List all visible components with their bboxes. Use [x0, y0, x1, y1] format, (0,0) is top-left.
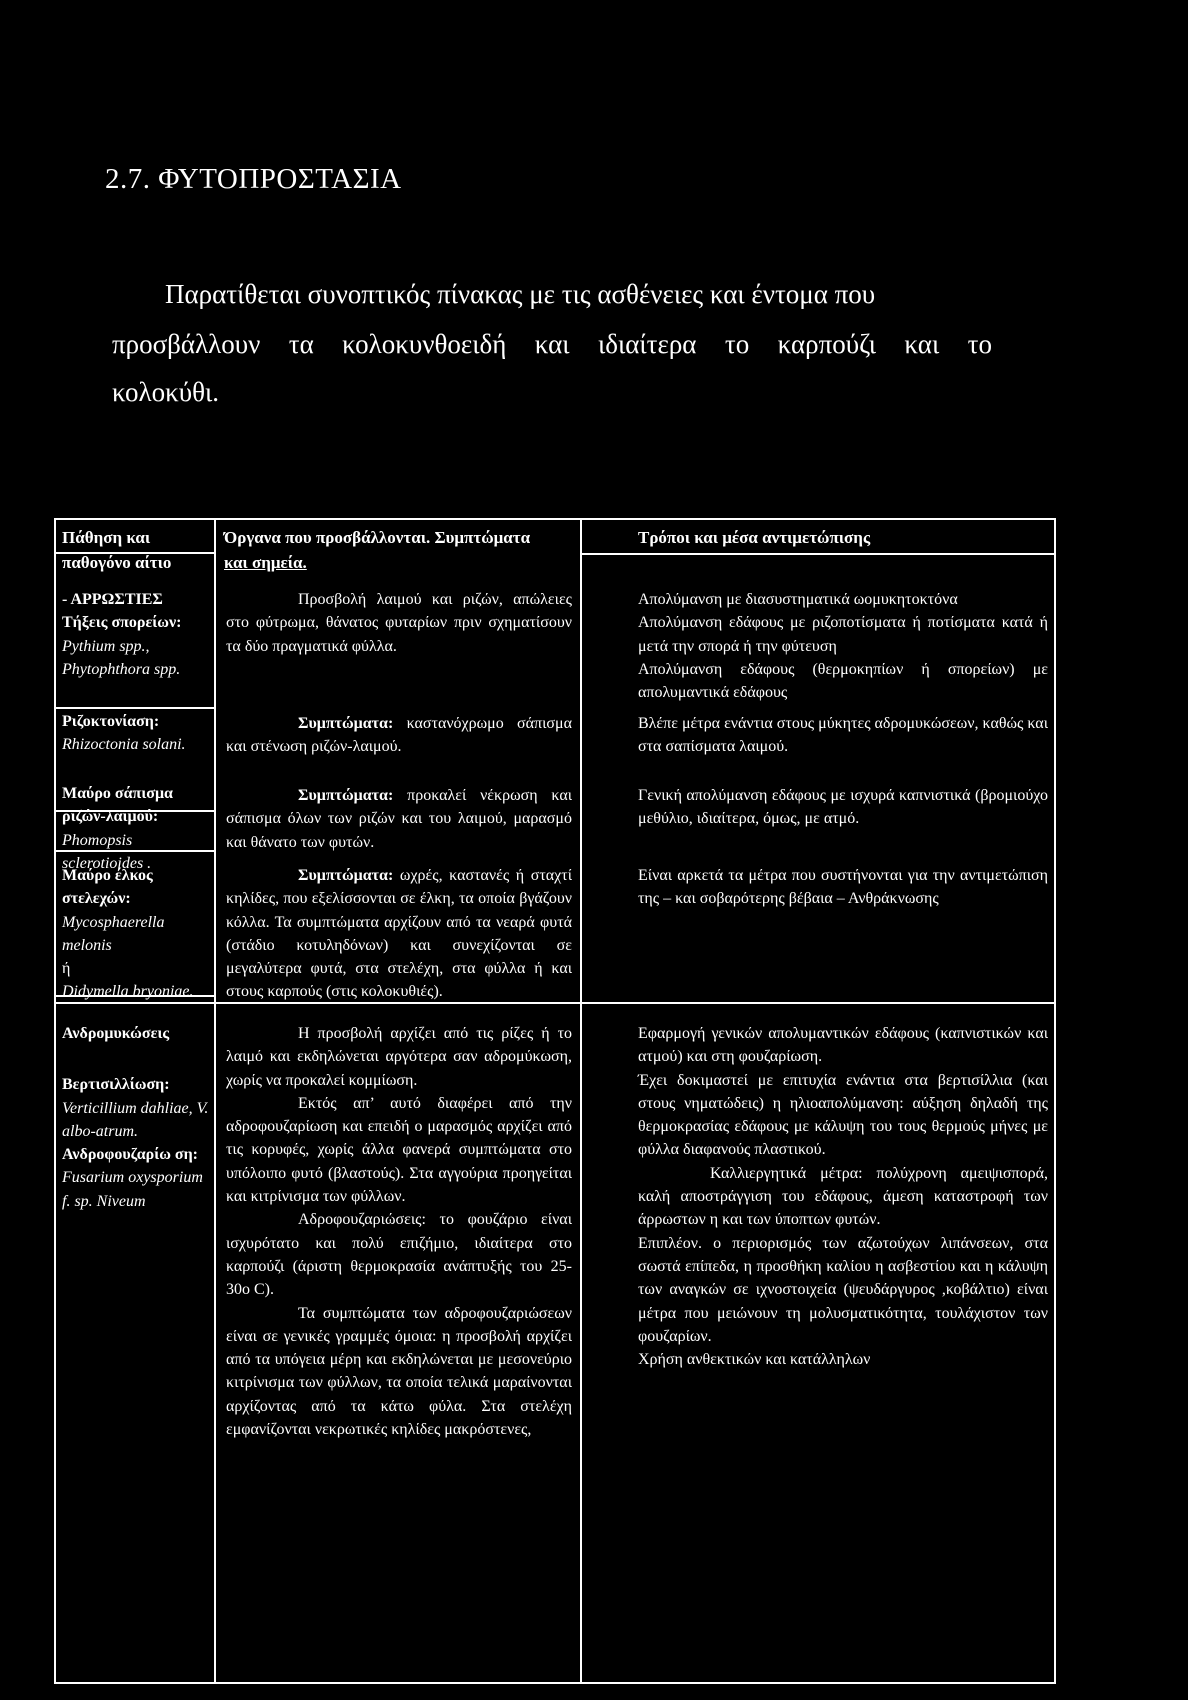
row-divider-1 [56, 707, 214, 709]
intro-line-3: κολοκύθι. [112, 377, 220, 407]
column-divider-1 [214, 520, 216, 1682]
column-divider-2 [580, 520, 582, 1682]
row5-control: Εφαρμογή γενικών απολυμαντικών εδάφους (καπνιστικών και ατμού) και στη φουζαρίωση. Έχει δοκιμαστεί με επιτυχία ενάντια στα βερτισίλλια (και στους νηματώδεις) η ηλιοαπολύμανση: αύξηση δηλαδή της θερμοκρασίας εδάφους με κάλυψη του τους θερμούς μήνες με φύλλα διαφανούς πλαστικού. Καλλιεργητικά μέτρα: πολύχρονη αμειψισπορά, καλή αποστράγγιση του εδάφους, άμεση καταστροφή των άρρωστων η και των ύποπτων φυτών. Επιπλέον. ο περιορισμός των αζωτούχων λιπάνσεων, στα σωστά επίπεδα, η προσθήκη καλίου η ασβεστίου και η κάλυψη των αναγκών σε ιχνοστοιχεία (ψευδάργυρος ,κοβάλτιο) είναι μέτρα που μειώνουν τη μολυσματικότητα, τουλάχιστον των φουζαρίων. Χρήση ανθεκτικών και κατάλληλων [638, 1025, 1048, 1369]
row5-symptoms: Η προσβολή αρχίζει από τις ρίζες ή το λαιμό και εκδηλώνεται αργότερα σαν αδρομύκωση, χωρίς να προκαλεί κομμίωση. Εκτός απ’ αυτό διαφέρει από την αδροφουζαρίωση και επειδή ο μαρασμός αρχίζει από τις κορυφές, χωρίς άλλα φανερά συμπτώματα στο υπόλοιπο φυτό (βλαστούς). Στα αγγούρια προηγείται και κιτρίνισμα των φύλλων. Αδροφουζαριώσεις: το φουζάριο είναι ισχυρότατο και πολύ επιζήμιο, ιδιαίτερα στο καρπούζι (άριστη θερμοκρασία ανάπτυξής του 25-30ο C). Τα συμπτώματα των αδροφουζαριώσεων είναι σε γενικές γραμμές όμοια: η προσβολή αρχίζει από τα υπόγεια μέρη και εκδηλώνεται με μεσονεύριο κιτρίνισμα των φύλλων, τα οποία τελικά μαραίνονται αρχίζοντας από τα κάτω φύλα. Στα στελέχη εμφανίζονται νεκρωτικές κηλίδες μακρόστενες, [226, 1025, 572, 1439]
section-title: 2.7. ΦΥΤΟΠΡΟΣΤΑΣΙΑ [105, 163, 402, 195]
header-condition: Πάθηση και παθογόνο αίτιο [62, 528, 172, 572]
row4-symptoms: Συμπτώματα: ωχρές, καστανές ή σταχτί κηλίδες, που εξελίσσονται σε έλκη, τα οποία βγάζουν κόλλα. Τα συμπτώματα αρχίζουν από τα νεαρά φυτά (στάδιο κοτυληδόνων) και συνεχίζονται σε μεγαλύτερα φυτά, στα στελέχη, στα φύλλα ή και στους καρπούς (στις κολοκυθιές). [226, 867, 573, 1001]
header-underline-col3 [580, 553, 1056, 555]
row2-condition: Ριζοκτονίαση: Rhizoctonia solani. [62, 713, 186, 754]
row2-symptoms: Συμπτώματα: καστανόχρωμο σάπισμα και στένωση ριζών-λαιμού. [226, 715, 572, 756]
row3-condition: Μαύρο σάπισμα ριζών-λαιμού: Phomopsis sclerotioides . [62, 785, 173, 872]
row4-control: Είναι αρκετά τα μέτρα που συστήνονται για την αντιμετώπιση της – και σοβαρότερης βέβαια – Ανθράκνωσης [638, 867, 1048, 908]
row4-condition: Μαύρο έλκος στελεχών: Mycosphaerella melonis ή Didymella bryoniae. [62, 867, 194, 1001]
header-symptoms: Όργανα που προσβάλλονται. Συμπτώματα και σημεία. [224, 528, 531, 572]
intro-line-1: Παρατίθεται συνοπτικός πίνακας με τις ασθένειες και έντομα που [165, 279, 876, 309]
row1-condition: - ΑΡΡΩΣΤΙΕΣ Τήξεις σπορείων: Pythium spp., Phytophthora spp. [62, 591, 182, 678]
row5-condition: Ανδρομυκώσεις Βερτισιλλίωση: Verticillium dahliae, V. albo-atrum. Ανδροφουζαρίω ση: Fusarium oxysporium f. sp. Niveum [62, 1025, 209, 1210]
row3-control: Γενική απολύμανση εδάφους με ισχυρά καπνιστικά (βρομιούχο μεθύλιο, ιδιαίτερα, όμως, με ατμό. [638, 787, 1048, 828]
intro-line-2: προσβάλλουν τα κολοκυνθοειδή και ιδιαίτερα το καρπούζι και το [112, 329, 992, 359]
row2-control: Βλέπε μέτρα ενάντια στους μύκητες αδρομυκώσεων, καθώς και στα σαπίσματα λαιμού. [638, 715, 1048, 756]
row3-symptoms: Συμπτώματα: προκαλεί νέκρωση και σάπισμα όλων των ριζών και του λαιμού, μαρασμό και θάνατο των φυτών. [226, 787, 573, 851]
disease-table [54, 518, 1056, 1684]
row1-control: Απολύμανση με διασυστηματικά ωομυκητοκτόνα Απολύμανση εδάφους με ριζοποτίσματα ή ποτίσματα κατά ή μετά την σπορά ή την φύτευση Απολύμανση εδάφους (θερμοκηπίων ή σπορείων) με απολυμαντικά εδάφους [638, 591, 1048, 702]
header-control: Τρόποι και μέσα αντιμετώπισης [638, 528, 871, 547]
row1-symptoms: Προσβολή λαιμού και ριζών, απώλειες στο φύτρωμα, θάνατος φυταρίων πριν σχηματίσουν τα δύο πραγματικά φύλλα. [226, 591, 572, 655]
